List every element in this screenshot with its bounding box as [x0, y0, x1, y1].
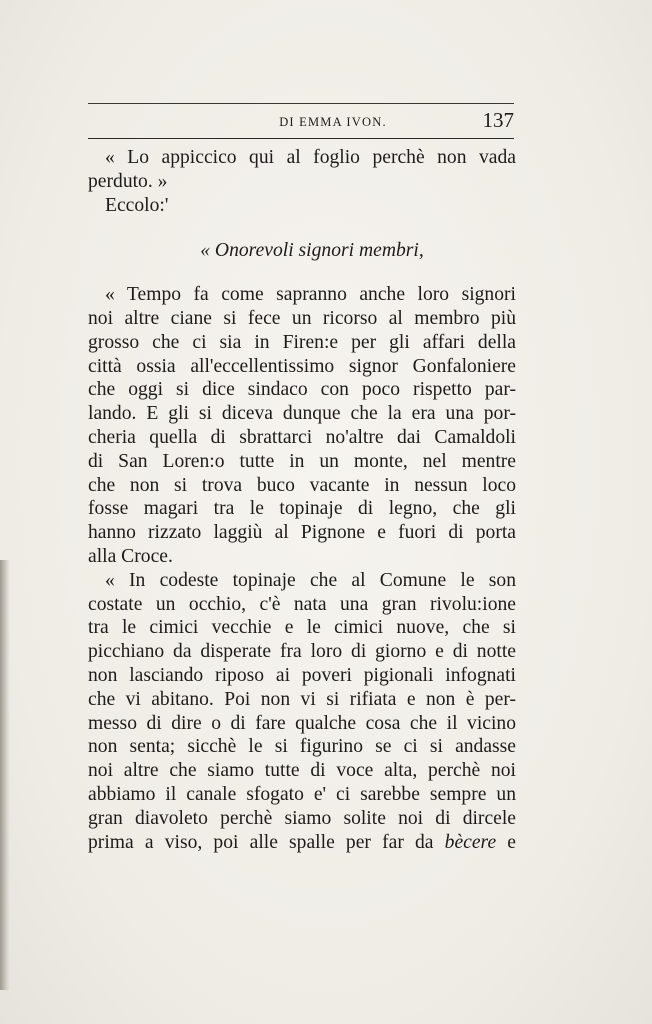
text-line: che vi abitano. Poi non vi si rifiata e non è per-: [88, 688, 516, 710]
italic-word: bècere: [444, 831, 497, 853]
text-line: fosse magari tra le topinaje di legno, che gli: [88, 498, 516, 520]
header-rule-bottom: [88, 138, 514, 139]
text-line: abbiamo il canale sfogato e' ci sarebbe sempre un: [88, 783, 516, 805]
text-line: perduto. »: [88, 170, 168, 192]
letter-salutation: « Onorevoli signori membri,: [200, 240, 424, 262]
page-header: [88, 108, 514, 134]
text-line: « Tempo fa come sapranno anche loro signori: [105, 284, 516, 306]
text-line: noi altre ciane si fece un ricorso al membro più: [88, 307, 516, 329]
text-line: grosso che ci sia in Firen:e per gli affari della: [88, 331, 516, 353]
page-number: 137: [482, 108, 514, 132]
text-line: picchiano da disperate fra loro di giorno e di notte: [88, 641, 516, 663]
body-text: [88, 146, 516, 854]
running-head: DI EMMA IVON.: [279, 115, 387, 129]
text-line: costate un occhio, c'è nata una gran rivolu:ione: [88, 593, 516, 615]
text-segment: prima a viso, poi alle spalle per far da: [88, 831, 445, 853]
text-line: che non si trova buco vacante in nessun loco: [88, 474, 516, 496]
text-line: che oggi si dice sindaco con poco rispetto par-: [88, 379, 516, 401]
text-line: « Lo appiccico qui al foglio perchè non vada: [105, 147, 516, 168]
text-line: cheria quella di sbrattarci no'altre dai Camaldoli: [88, 426, 516, 448]
text-line: città ossia all'eccellentissimo signor Gonfaloniere: [88, 355, 516, 377]
text-line: di San Loren:o tutte in un monte, nel mentre: [88, 450, 516, 472]
text-line: lando. E gli si diceva dunque che la era una por-: [88, 403, 516, 425]
text-line: non senta; sicchè le si figurino se ci si andasse: [88, 736, 516, 758]
text-line: Eccolo:': [105, 194, 169, 216]
text-line: hanno rizzato laggiù al Pignone e fuori di porta: [88, 522, 516, 544]
text-line: non lasciando riposo ai poveri pigionali infognati: [88, 664, 516, 686]
text-line: alla Croce.: [88, 545, 173, 567]
text-segment: e: [496, 831, 516, 853]
text-line: tra le cimici vecchie e le cimici nuove, che si: [88, 617, 516, 639]
spacer: [88, 217, 516, 239]
spacer: [88, 263, 516, 283]
header-rule-top: [88, 103, 514, 104]
binding-edge: [0, 560, 10, 990]
text-line: messo di dire o di fare qualche cosa che il vicino: [88, 712, 516, 734]
text-line: « In codeste topinaje che al Comune le son: [105, 569, 516, 591]
text-line-last: [88, 831, 516, 855]
text-line: gran diavoleto perchè siamo solite noi di dircele: [88, 807, 516, 829]
text-line: noi altre che siamo tutte di voce alta, perchè noi: [88, 760, 516, 782]
